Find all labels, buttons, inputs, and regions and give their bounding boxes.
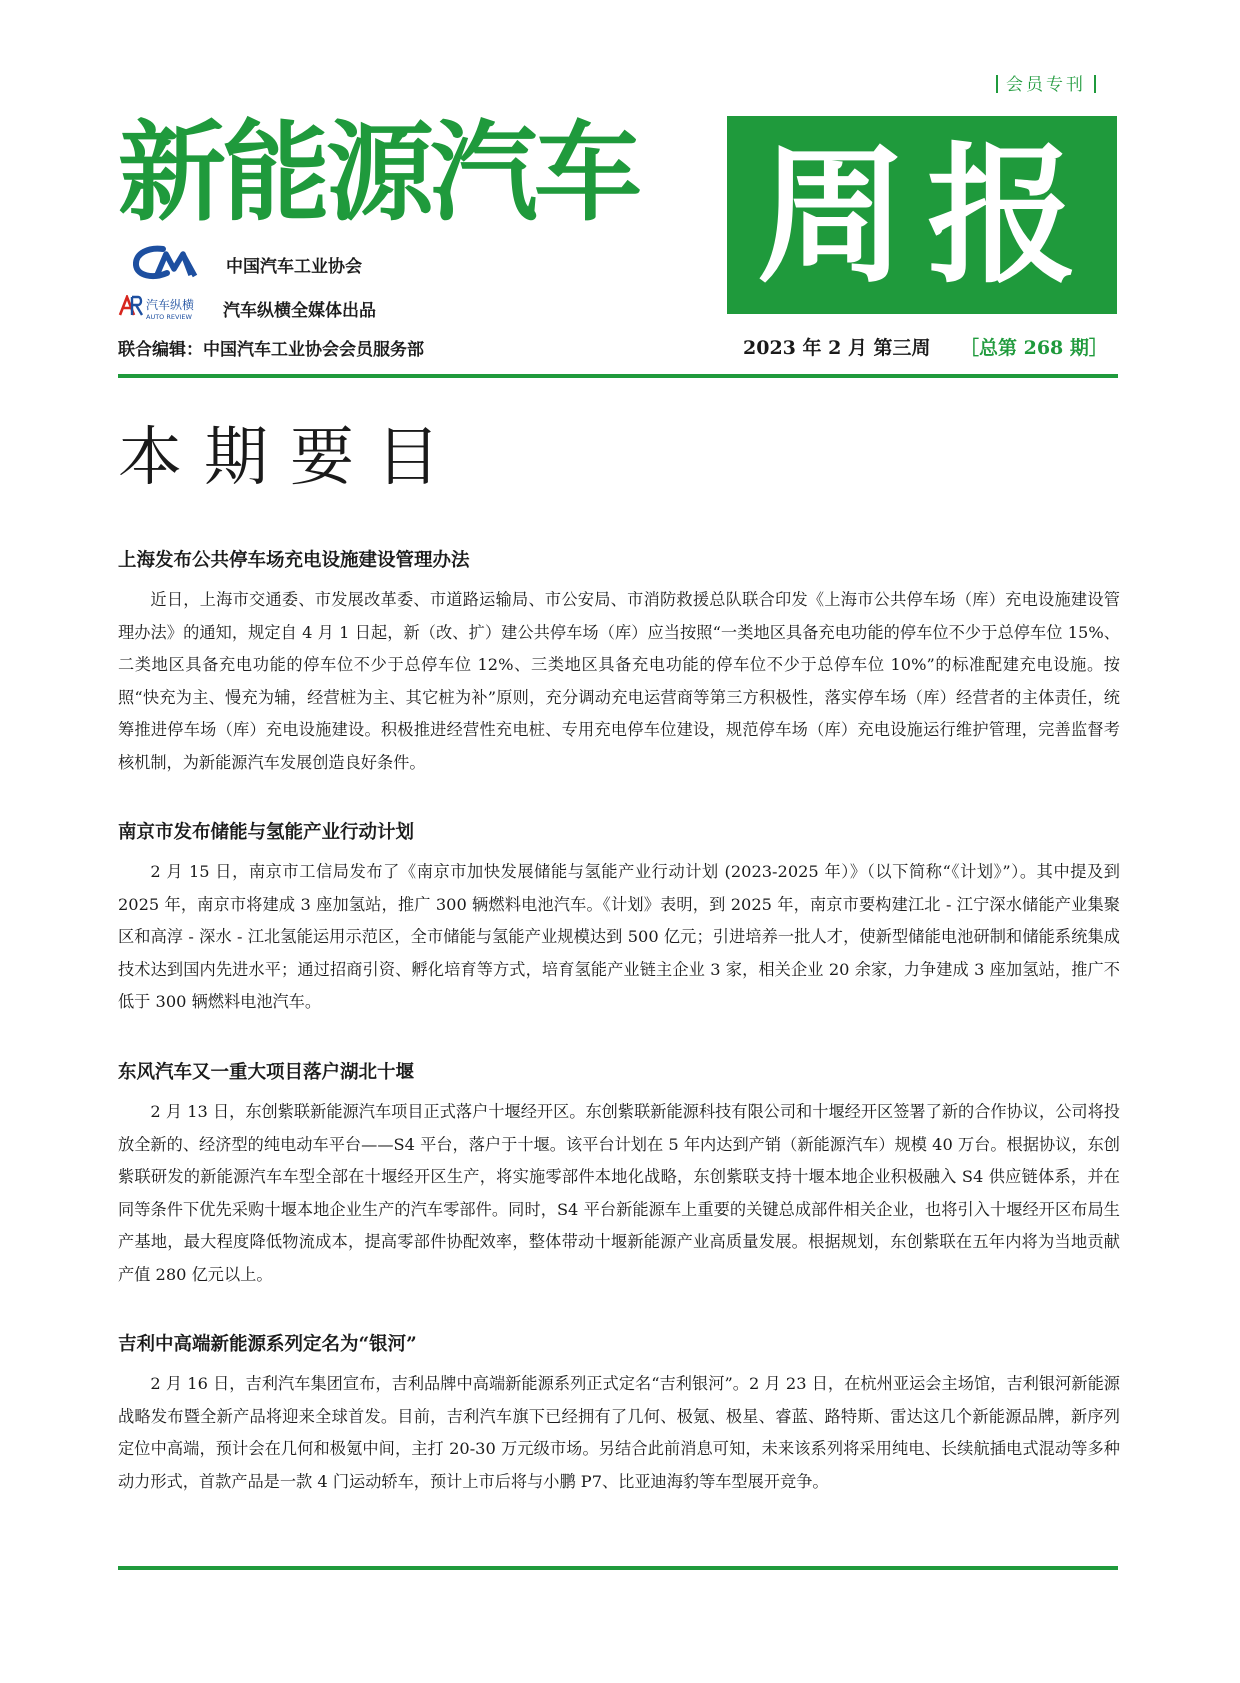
auto-review-logo-icon	[118, 295, 220, 321]
article-title: 南京市发布储能与氢能产业行动计划	[118, 822, 415, 843]
member-tag	[988, 70, 1104, 95]
footer-divider	[118, 1566, 1118, 1570]
article-geely-galaxy	[118, 1332, 1120, 1498]
article-body: 近日，上海市交通委、市发展改革委、市道路运输局、市公安局、市消防救援总队联合印发《上海市公共停车场（库）充电设施建设管理办法》的通知，规定自 4 月 1 日起，新（改、扩）建公共停车场（库）应当按照“一类地区具备充电功能的停车位不少于总停车位 15%、二类地区具备充电功能的停车位不少于总停车位 12%、三类地区具备充电功能的停车位不少于总停车位 10%”的标准配建充电设施。按照“快充为主、慢充为辅，经营桩为主、其它桩为补”原则，充分调动充电运营商等第三方积极性，落实停车场（库）经营者的主体责任，统筹推进停车场（库）充电设施建设。积极推进经营性充电桩、专用充电停车位建设，规范停车场（库）充电设施运行维护管理，完善监督考核机制，为新能源汽车发展创造良好条件。	[118, 590, 1120, 772]
issue-number: ［总第 268 期］	[960, 337, 1108, 359]
publisher-name: 汽车纵横全媒体出品	[223, 301, 376, 321]
article-nanjing-hydrogen	[118, 820, 1120, 1019]
article-body: 2 月 15 日，南京市工信局发布了《南京市加快发展储能与氢能产业行动计划 (2023-2025 年）》（以下简称“《计划》”）。其中提及到 2025 年，南京市将建成 3 座加氢站，推广 300 辆燃料电池汽车。《计划》表明，到 2025 年，南京市要构建江北 - 江宁深水储能产业集聚区和高淳 - 深水 - 江北氢能运用示范区，全市储能与氢能产业规模达到 500 亿元；引进培养一批人才，使新型储能电池研制和储能系统集成技术达到国内先进水平；通过招商引资、孵化培育等方式，培育氢能产业链主企业 3 家，相关企业 20 余家，力争建成 3 座加氢站，推广不低于 300 辆燃料电池汽车。	[118, 862, 1120, 1011]
weekly-banner-text: 周报	[756, 130, 1097, 304]
member-tag-bar-left	[996, 75, 998, 93]
article-title: 上海发布公共停车场充电设施建设管理办法	[118, 550, 470, 571]
member-tag-bar-right	[1094, 75, 1096, 93]
member-tag-label: 会员专刊	[1006, 75, 1086, 95]
editor-credit: 联合编辑：中国汽车工业协会会员服务部	[118, 340, 424, 360]
header-divider	[118, 374, 1118, 378]
auto-review-logo-text: 汽车纵横	[146, 298, 195, 312]
org-name: 中国汽车工业协会	[226, 257, 362, 277]
issue-date: 2023 年 2 月 第三周	[743, 337, 931, 359]
auto-review-logo-sub: AUTO REVIEW	[146, 313, 192, 321]
article-body: 2 月 13 日，东创紫联新能源汽车项目正式落户十堰经开区。东创紫联新能源科技有限公司和十堰经开区签署了新的合作协议，公司将投放全新的、经济型的纯电动车平台——S4 平台，落户于十堰。该平台计划在 5 年内达到产销（新能源汽车）规模 40 万台。根据协议，东创紫联研发的新能源汽车车型全部在十堰经开区生产，将实施零部件本地化战略，东创紫联支持十堰本地企业积极融入 S4 供应链体系，并在同等条件下优先采购十堰本地企业生产的汽车零部件。同时，S4 平台新能源车上重要的关键总成部件相关企业，也将引入十堰经开区布局生产基地，最大程度降低物流成本，提高零部件协配效率，整体带动十堰新能源产业高质量发展。根据规划，东创紫联在五年内将为当地贡献产值 280 亿元以上。	[118, 1102, 1120, 1284]
article-body: 2 月 16 日，吉利汽车集团宣布，吉利品牌中高端新能源系列正式定名“吉利银河”。2 月 23 日，在杭州亚运会主场馆，吉利银河新能源战略发布暨全新产品将迎来全球首发。目前，吉利汽车旗下已经拥有了几何、极氪、极星、睿蓝、路特斯、雷达这几个新能源品牌，新序列定位中高端，预计会在几何和极氪中间，主打 20-30 万元级市场。另结合此前消息可知，未来该系列将采用纯电、长续航插电式混动等多种动力形式，首款产品是一款 4 门运动轿车，预计上市后将与小鹏 P7、比亚迪海豹等车型展开竞争。	[118, 1374, 1120, 1491]
masthead-title: 新能源汽车	[118, 111, 639, 236]
section-title: 本期要目	[118, 421, 462, 495]
article-title: 东风汽车又一重大项目落户湖北十堰	[118, 1062, 415, 1083]
article-dongfeng-shiyan	[118, 1060, 1120, 1291]
article-title: 吉利中高端新能源系列定名为“银河”	[118, 1334, 417, 1355]
caam-logo-icon	[133, 245, 203, 281]
article-shanghai-charging	[118, 548, 1120, 779]
